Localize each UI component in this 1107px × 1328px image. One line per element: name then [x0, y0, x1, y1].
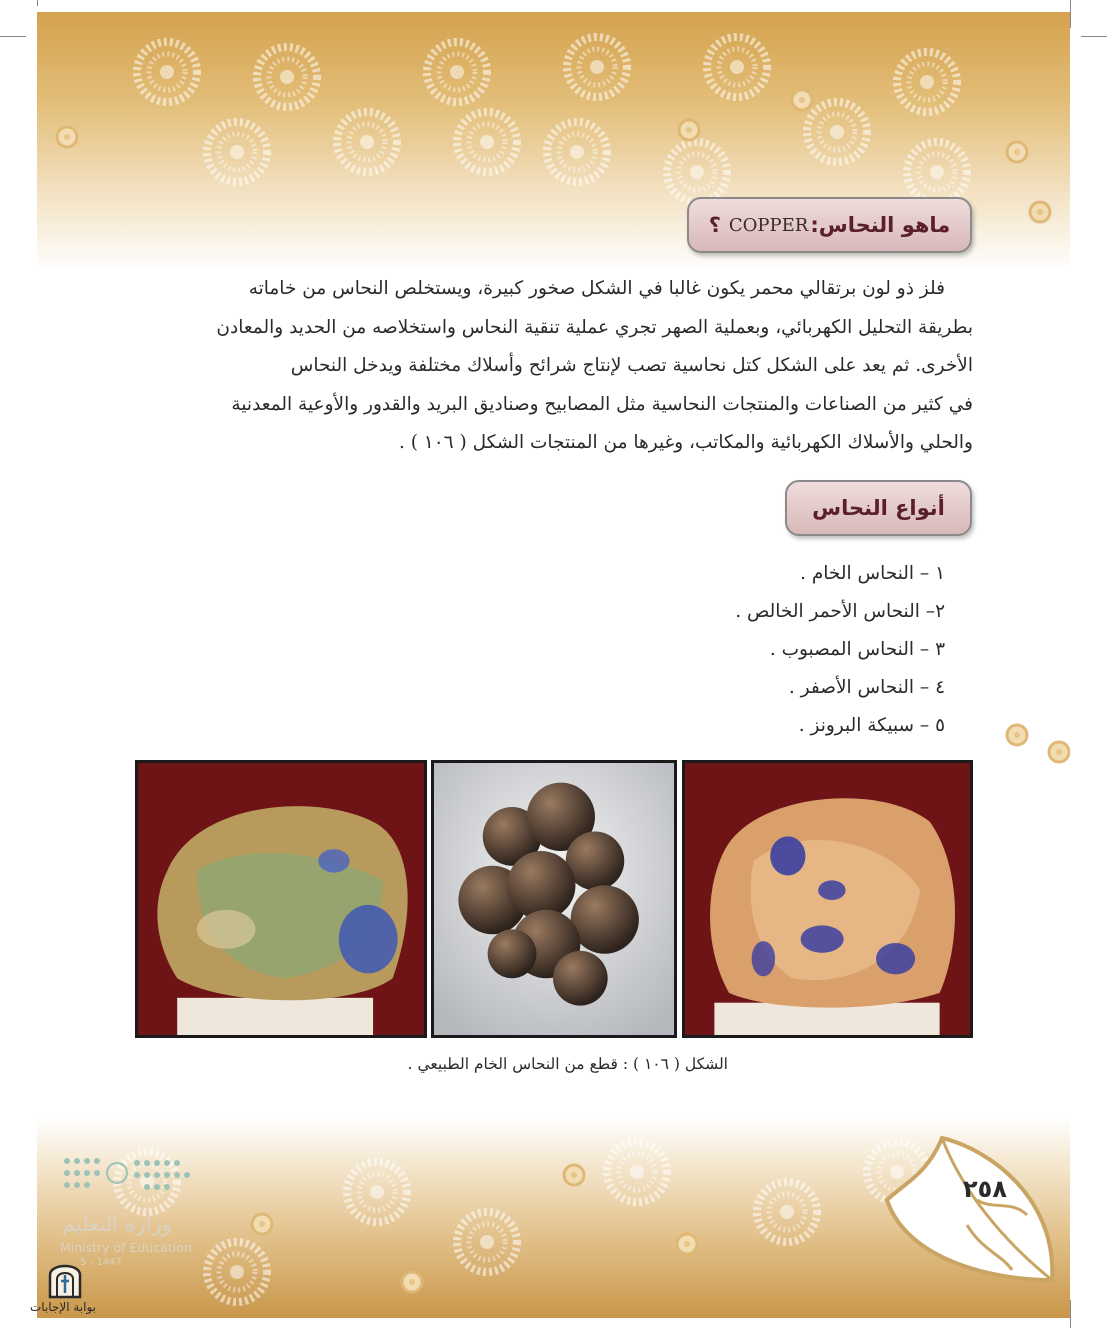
nuggets-image — [434, 763, 674, 1035]
page-number-leaf — [882, 1130, 1062, 1290]
list-item: ١ – النحاس الخام . — [800, 563, 945, 584]
heading-title-arabic: ماهو النحاس: — [810, 213, 951, 237]
photo-copper-ore-left — [135, 760, 427, 1038]
list-item: ٣ – النحاس المصبوب . — [769, 639, 945, 660]
crop-mark-top-right — [1081, 36, 1107, 37]
ministry-name-english: Ministry of Education — [60, 1240, 192, 1255]
heading-title-latin: COPPER — [728, 214, 809, 236]
paragraph-line: الأخرى. ثم يعد على الشكل كتل نحاسية تصب لإنتاج شرائح وأسلاك مختلفة ويدخل النحاس — [290, 355, 973, 376]
copper-description-paragraph — [135, 270, 973, 463]
ministry-name-arabic: وزارة التعليم — [62, 1212, 172, 1236]
copper-types-list — [600, 555, 945, 745]
heading-copper-types — [785, 480, 972, 536]
paragraph-line: والحلي والأسلاك الكهربائية والمكاتب، وغيرها من المنتجات الشكل ( ١٠٦ ) . — [398, 432, 973, 453]
crop-mark-top-left-v — [37, 0, 38, 6]
paragraph-line: في كثير من الصناعات والمنتجات النحاسية مثل المصابيح وصناديق البريد والقدور والأوعية المعدنية — [231, 393, 973, 415]
paragraph-line: فلز ذو لون برتقالي محمر يكون غالبا في الشكل صخور كبيرة، ويستخلص النحاس من خاماته — [248, 278, 945, 299]
photo-copper-ore-right — [682, 760, 973, 1038]
heading-question-mark: ؟ — [708, 213, 721, 237]
photo-copper-nuggets-center — [431, 760, 677, 1038]
ore-image — [685, 763, 970, 1035]
crop-mark-top-right-v — [1070, 0, 1071, 28]
heading-types-title: أنواع النحاس — [812, 496, 945, 520]
crop-mark-bottom-right-v — [1070, 1300, 1071, 1328]
portal-label: بوابة الإجابات — [30, 1300, 97, 1314]
ministry-year: 5 - 1447 — [80, 1257, 122, 1268]
figure-caption: الشكل ( ١٠٦ ) : قطع من النحاس الخام الطبيعي . — [407, 1055, 728, 1073]
list-item: ٢– النحاس الأحمر الخالص . — [735, 601, 945, 622]
portal-logo-icon — [44, 1255, 86, 1299]
crop-mark-top-left — [0, 36, 26, 37]
margin-ornaments — [997, 272, 1070, 1032]
heading-what-is-copper — [687, 197, 972, 253]
list-item: ٥ – سبيكة البرونز . — [798, 715, 945, 736]
list-item: ٤ – النحاس الأصفر . — [788, 677, 945, 698]
ministry-logo-icon — [62, 1153, 197, 1203]
paragraph-line: بطريقة التحليل الكهربائي، وبعملية الصهر تجري عملية تنقية النحاس واستخلاصه من الحديد والمعادن — [216, 316, 973, 338]
ore-image — [138, 763, 424, 1035]
page-number: ٢٥٨ — [963, 1175, 1007, 1203]
